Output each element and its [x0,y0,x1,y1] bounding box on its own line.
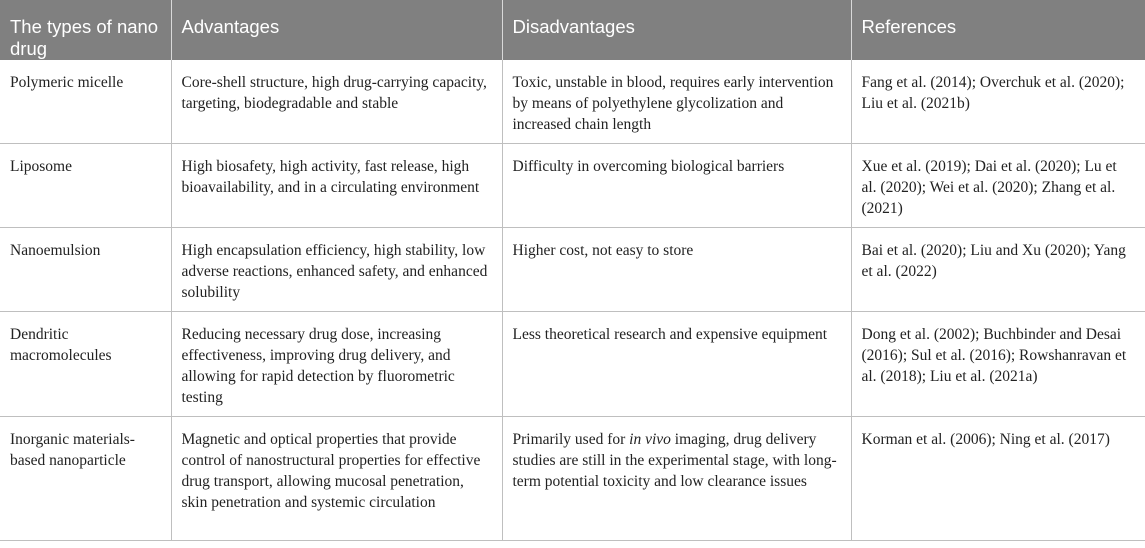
table-row [0,417,1145,541]
header-disadvantages: Disadvantages [502,0,851,60]
header-row [0,0,1145,60]
header-references: References [851,0,1145,60]
cell-disadvantages [502,417,851,541]
cell-references: Bai et al. (2020); Liu and Xu (2020); Yang et al. (2022) [851,228,1145,312]
cell-references: Korman et al. (2006); Ning et al. (2017) [851,417,1145,541]
cell-type: Liposome [0,144,171,228]
cell-type: Dendritic macromolecules [0,312,171,417]
cell-type: Inorganic materials-based nanoparticle [0,417,171,541]
disadvantages-text-prefix: Primarily used for [512,431,630,448]
cell-advantages: Core-shell structure, high drug-carrying capacity, targeting, biodegradable and stable [171,60,502,144]
cell-disadvantages: Less theoretical research and expensive equipment [502,312,851,417]
cell-disadvantages: Difficulty in overcoming biological barriers [502,144,851,228]
disadvantages-text-italic: in vivo [629,431,671,448]
cell-advantages: High encapsulation efficiency, high stability, low adverse reactions, enhanced safety, and enhanced solubility [171,228,502,312]
header-type: The types of nano drug [0,0,171,60]
cell-advantages: Reducing necessary drug dose, increasing effectiveness, improving drug delivery, and allowing for rapid detection by fluorometric testing [171,312,502,417]
cell-references: Fang et al. (2014); Overchuk et al. (2020); Liu et al. (2021b) [851,60,1145,144]
cell-disadvantages: Toxic, unstable in blood, requires early intervention by means of polyethylene glycolization and increased chain length [502,60,851,144]
cell-advantages: High biosafety, high activity, fast release, high bioavailability, and in a circulating environment [171,144,502,228]
table-row [0,60,1145,144]
table-row [0,228,1145,312]
cell-disadvantages: Higher cost, not easy to store [502,228,851,312]
disadvantages-text-suffix: imaging, drug delivery studies are still in the experimental stage, with long-term potential toxicity and low clearance issues [512,431,837,490]
cell-references: Dong et al. (2002); Buchbinder and Desai (2016); Sul et al. (2016); Rowshanravan et al. (2018); Liu et al. (2021a) [851,312,1145,417]
table-row [0,144,1145,228]
cell-type: Polymeric micelle [10,74,124,91]
cell-references: Xue et al. (2019); Dai et al. (2020); Lu et al. (2020); Wei et al. (2020); Zhang et al. (2021) [851,144,1145,228]
header-advantages: Advantages [171,0,502,60]
cell-type: Nanoemulsion [0,228,171,312]
table-row [0,312,1145,417]
cell-advantages: Magnetic and optical properties that provide control of nanostructural properties for effective drug transport, allowing mucosal penetration, skin penetration and systemic circulation [171,417,502,541]
